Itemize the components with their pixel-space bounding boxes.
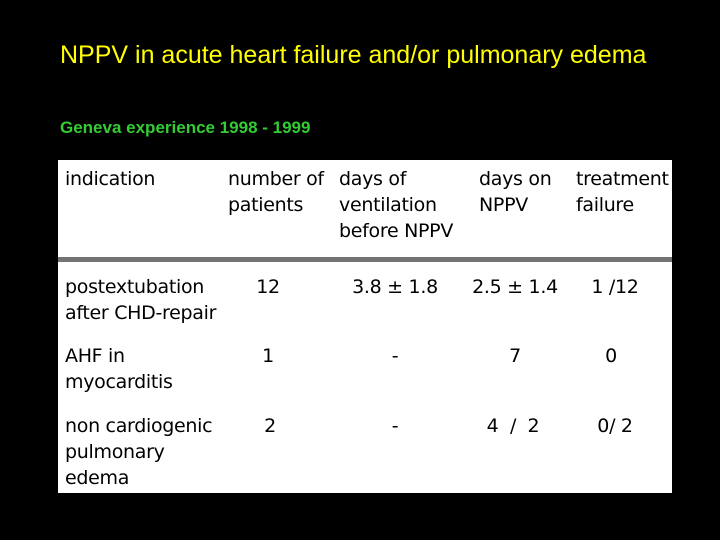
table-row-2-days-on: 7 bbox=[509, 345, 521, 367]
header-days-before-line-1: days of bbox=[339, 168, 407, 190]
table-row-1-patients: 12 bbox=[256, 276, 280, 298]
row-2-indication-line-1: AHF in bbox=[65, 345, 125, 367]
row-3-indication-line-3: edema bbox=[65, 467, 130, 489]
table-row-3-failure: 0/ 2 bbox=[597, 415, 633, 437]
slide-subtitle: Geneva experience 1998 - 1999 bbox=[60, 118, 311, 137]
table-row-3-patients: 2 bbox=[264, 415, 276, 437]
header-indication-line: indication bbox=[65, 168, 156, 190]
header-days-before-line-3: before NPPV bbox=[339, 220, 454, 242]
row-2-indication-line-2: myocarditis bbox=[65, 371, 173, 393]
table-row-2-days-before: - bbox=[391, 345, 399, 367]
header-days-on-line-2: NPPV bbox=[479, 194, 528, 216]
row-1-indication-line-1: postextubation bbox=[65, 276, 205, 298]
row-3-indication-line-1: non cardiogenic bbox=[65, 415, 213, 437]
header-indication bbox=[65, 166, 155, 192]
header-days-before-line-2: ventilation bbox=[339, 194, 437, 216]
header-days-on-line-1: days on bbox=[479, 168, 552, 190]
table-row-3-days-before: - bbox=[391, 415, 399, 437]
row-3-indication-line-2: pulmonary bbox=[65, 441, 165, 463]
table-row-2-failure: 0 bbox=[605, 345, 617, 367]
header-treatment-failure bbox=[576, 166, 669, 218]
header-patients-line-1: number of bbox=[228, 168, 324, 190]
table-row-1-failure: 1 /12 bbox=[591, 276, 639, 298]
table-row-3-indication bbox=[65, 413, 212, 491]
table-row-2-patients: 1 bbox=[262, 345, 274, 367]
table-row-1-days-on: 2.5 ± 1.4 bbox=[472, 276, 558, 298]
header-days-on bbox=[479, 166, 551, 218]
row-1-indication-line-2: after CHD-repair bbox=[65, 302, 217, 324]
table-row-3-days-on: 4 / 2 bbox=[486, 415, 540, 437]
header-failure-line-1: treatment bbox=[576, 168, 669, 190]
table-row-1-indication bbox=[65, 274, 216, 326]
header-number-of-patients bbox=[228, 166, 324, 218]
header-days-before bbox=[339, 166, 453, 244]
header-divider bbox=[58, 257, 672, 262]
table-row-1-days-before: 3.8 ± 1.8 bbox=[352, 276, 438, 298]
header-failure-line-2: failure bbox=[576, 194, 634, 216]
header-patients-line-2: patients bbox=[228, 194, 304, 216]
table-row-2-indication bbox=[65, 343, 173, 395]
slide-title: NPPV in acute heart failure and/or pulmonary edema bbox=[60, 41, 647, 69]
results-table bbox=[58, 160, 672, 493]
